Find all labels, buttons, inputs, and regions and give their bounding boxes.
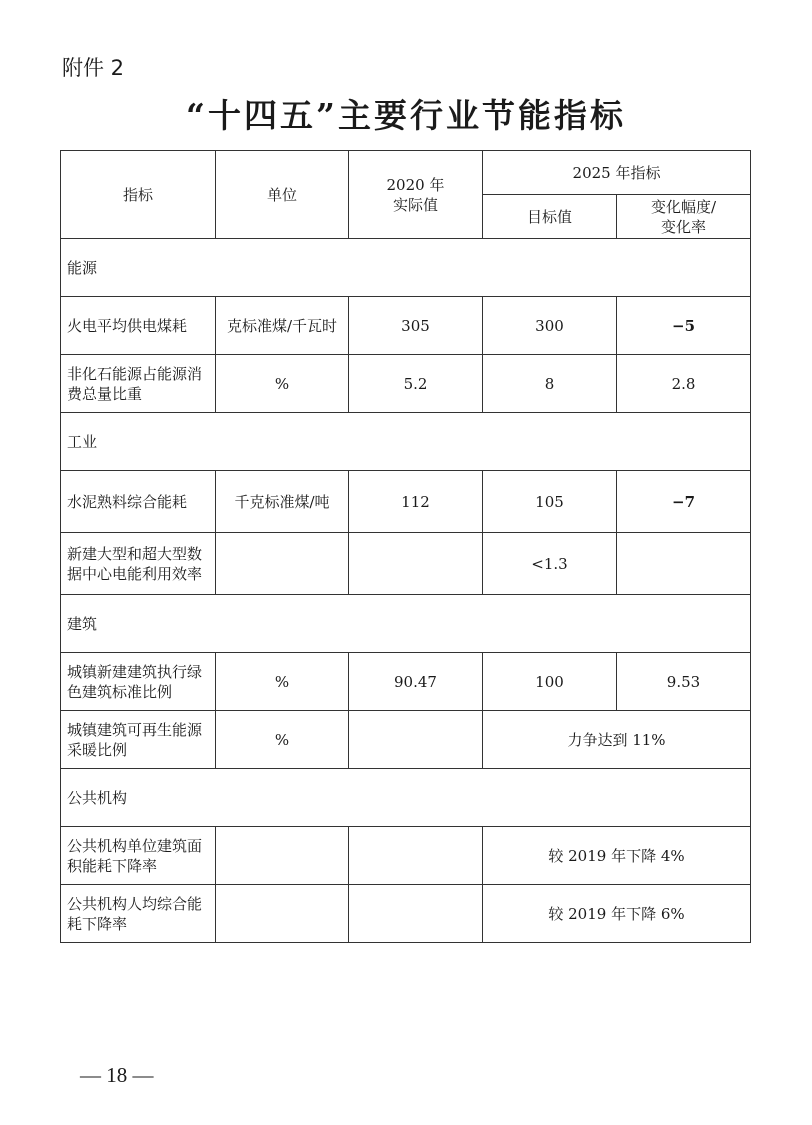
page-number: — 18 — [80,1063,154,1087]
table-row [61,827,751,885]
row-unit: % [216,711,349,769]
table-row [61,653,751,711]
row-actual [349,533,483,595]
row-change: −5 [617,297,751,355]
table-row [61,533,751,595]
header-unit: 单位 [216,151,349,239]
row-name: 公共机构单位建筑面积能耗下降率 [61,827,216,885]
row-name: 新建大型和超大型数据中心电能利用效率 [61,533,216,595]
row-actual [349,885,483,943]
attachment-label: 附件 2 [62,56,125,80]
row-name: 城镇新建建筑执行绿色建筑标准比例 [61,653,216,711]
row-target: <1.3 [483,533,617,595]
header-indicator: 指标 [61,151,216,239]
row-target: 100 [483,653,617,711]
row-actual [349,827,483,885]
section-public-institutions: 公共机构 [61,769,751,827]
row-unit: 千克标准煤/吨 [216,471,349,533]
table-row [61,355,751,413]
row-target: 8 [483,355,617,413]
header-target-value: 目标值 [483,195,617,239]
row-unit [216,827,349,885]
row-name: 水泥熟料综合能耗 [61,471,216,533]
section-energy: 能源 [61,239,751,297]
table-row [61,297,751,355]
row-unit: % [216,355,349,413]
row-name: 火电平均供电煤耗 [61,297,216,355]
row-change: −7 [617,471,751,533]
row-target: 105 [483,471,617,533]
table-row [61,711,751,769]
row-change: 2.8 [617,355,751,413]
row-unit [216,885,349,943]
row-actual: 112 [349,471,483,533]
row-unit: % [216,653,349,711]
table-row [61,471,751,533]
row-unit: 克标准煤/千瓦时 [216,297,349,355]
row-target: 300 [483,297,617,355]
row-merged-target: 较 2019 年下降 6% [483,885,751,943]
row-name: 城镇建筑可再生能源采暖比例 [61,711,216,769]
section-building: 建筑 [61,595,751,653]
row-actual: 305 [349,297,483,355]
row-change: 9.53 [617,653,751,711]
row-actual: 90.47 [349,653,483,711]
row-merged-target: 力争达到 11% [483,711,751,769]
header-target-2025: 2025 年指标 [483,151,751,195]
row-actual [349,711,483,769]
row-name: 非化石能源占能源消费总量比重 [61,355,216,413]
row-name: 公共机构人均综合能耗下降率 [61,885,216,943]
table-row [61,885,751,943]
row-merged-target: 较 2019 年下降 4% [483,827,751,885]
page-title: “十四五”主要行业节能指标 [186,96,626,135]
row-actual: 5.2 [349,355,483,413]
header-actual-2020: 2020 年 实际值 [349,151,483,239]
row-unit [216,533,349,595]
header-change: 变化幅度/ 变化率 [617,195,751,239]
energy-indicator-table [60,150,751,943]
section-industry: 工业 [61,413,751,471]
row-change [617,533,751,595]
